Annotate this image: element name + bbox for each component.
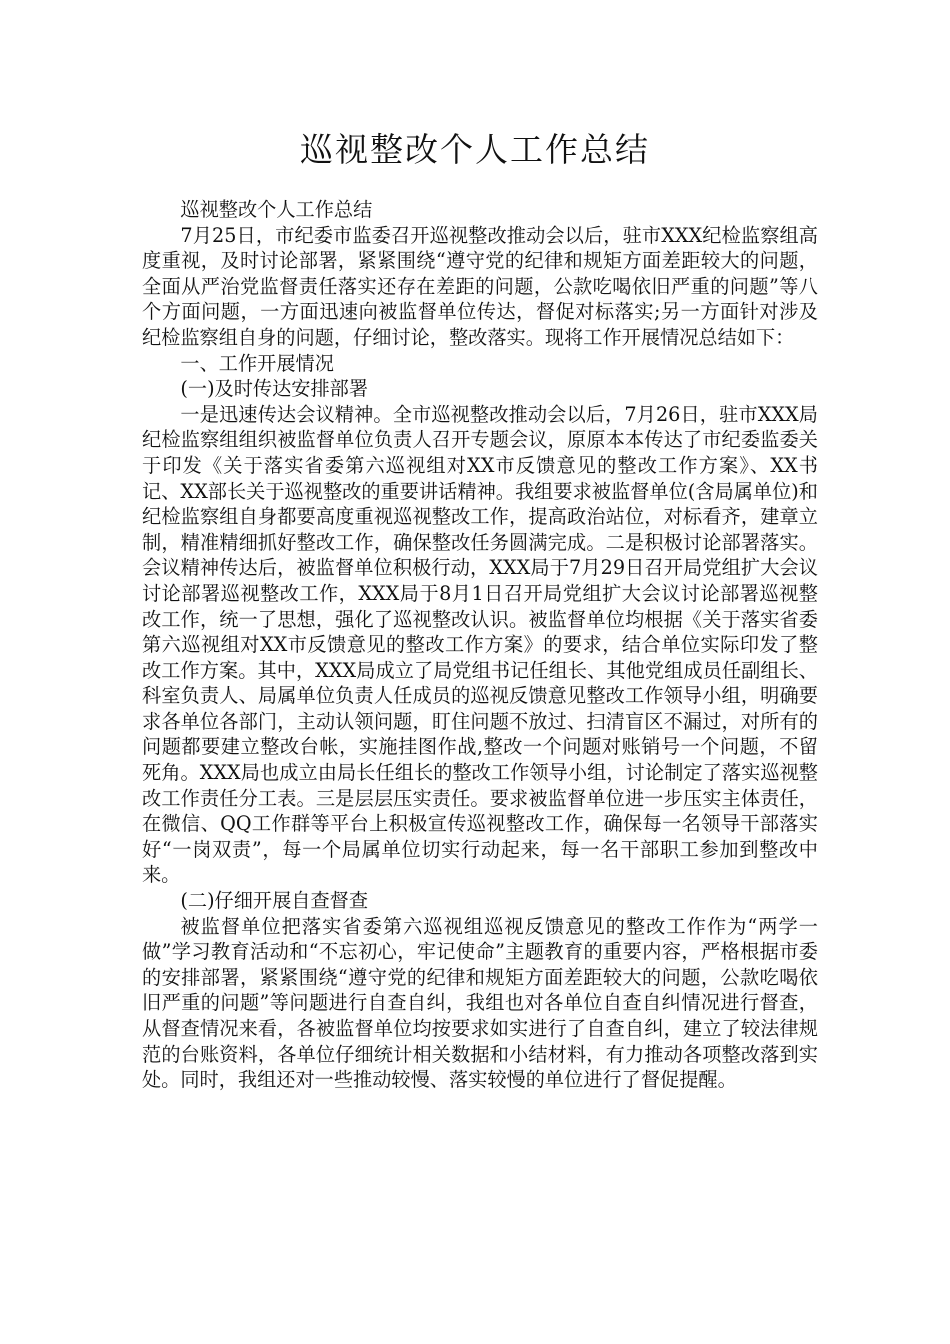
document-title: 巡视整改个人工作总结: [300, 130, 650, 169]
paragraph-deployment: 一是迅速传达会议精神。全市巡视整改推动会以后，7月26日，驻市XXX局纪检监察组组织被监督单位负责人召开专题会议，原原本本传达了市纪委监委关于印发《关于落实省委第六巡视组对XX市反馈意见的整改工作方案》、XX书记、XX部长关于巡视整改的重要讲话精神。我组要求被监督单位(含局属单位)和纪检监察组自身都要高度重视巡视整改工作，提高政治站位，对标看齐，建章立制，精准精细抓好整改工作，确保整改任务圆满完成。二是积极讨论部署落实。会议精神传达后，被监督单位积极行动，XXX局于7月29日召开局党组扩大会议讨论部署巡视整改工作，XXX局于8月1日召开局党组扩大会议讨论部署巡视整改工作，统一了思想，强化了巡视整改认识。被监督单位均根据《关于落实省委第六巡视组对XX市反馈意见的整改工作方案》的要求，结合单位实际印发了整改工作方案。其中，XXX局成立了局党组书记任组长、其他党组成员任副组长、科室负责人、局属单位负责人任成员的巡视反馈意见整改工作领导小组，明确要求各单位各部门，主动认领问题，盯住问题不放过、扫清盲区不漏过，对所有的问题都要建立整改台帐，实施挂图作战,整改一个问题对账销号一个问题，不留死角。XXX局也成立由局长任组长的整改工作领导小组，讨论制定了落实巡视整改工作责任分工表。三是层层压实责任。要求被监督单位进一步压实主体责任，在微信、QQ工作群等平台上积极宣传巡视整改工作，确保每一名领导干部落实好“一岗双责”，每一个局属单位切实行动起来，每一名干部职工参加到整改中来。: [142, 402, 818, 887]
paragraph-intro: 7月25日，市纪委市监委召开巡视整改推动会以后，驻市XXX纪检监察组高度重视，及时讨论部署，紧紧围绕“遵守党的纪律和规矩方面差距较大的问题，全面从严治党监督责任落实还存在差距的问题，公款吃喝依旧严重的问题”等八个方面问题，一方面迅速向被监督单位传达，督促对标落实;另一方面针对涉及纪检监察组自身的问题，仔细讨论，整改落实。现将工作开展情况总结如下：: [142, 223, 818, 349]
document-body: [142, 197, 818, 1093]
subsection-heading-1: (一)及时传达安排部署: [180, 377, 369, 401]
subsection-heading-2: (二)仔细开展自查督查: [180, 889, 369, 913]
section-heading-1: 一、工作开展情况: [180, 351, 334, 375]
paragraph-subtitle: 巡视整改个人工作总结: [180, 198, 373, 221]
paragraph-self-inspection: 被监督单位把落实省委第六巡视组巡视反馈意见的整改工作作为“两学一做”学习教育活动和“不忘初心，牢记使命”主题教育的重要内容，严格根据市委的安排部署，紧紧围绕“遵守党的纪律和规矩方面差距较大的问题，公款吃喝依旧严重的问题”等问题进行自查自纠，我组也对各单位自查自纠情况进行督查，从督查情况来看，各被监督单位均按要求如实进行了自查自纠，建立了较法律规范的台账资料，各单位仔细统计相关数据和小结材料，有力推动各项整改落到实处。同时，我组还对一些推动较慢、落实较慢的单位进行了督促提醒。: [142, 914, 818, 1092]
